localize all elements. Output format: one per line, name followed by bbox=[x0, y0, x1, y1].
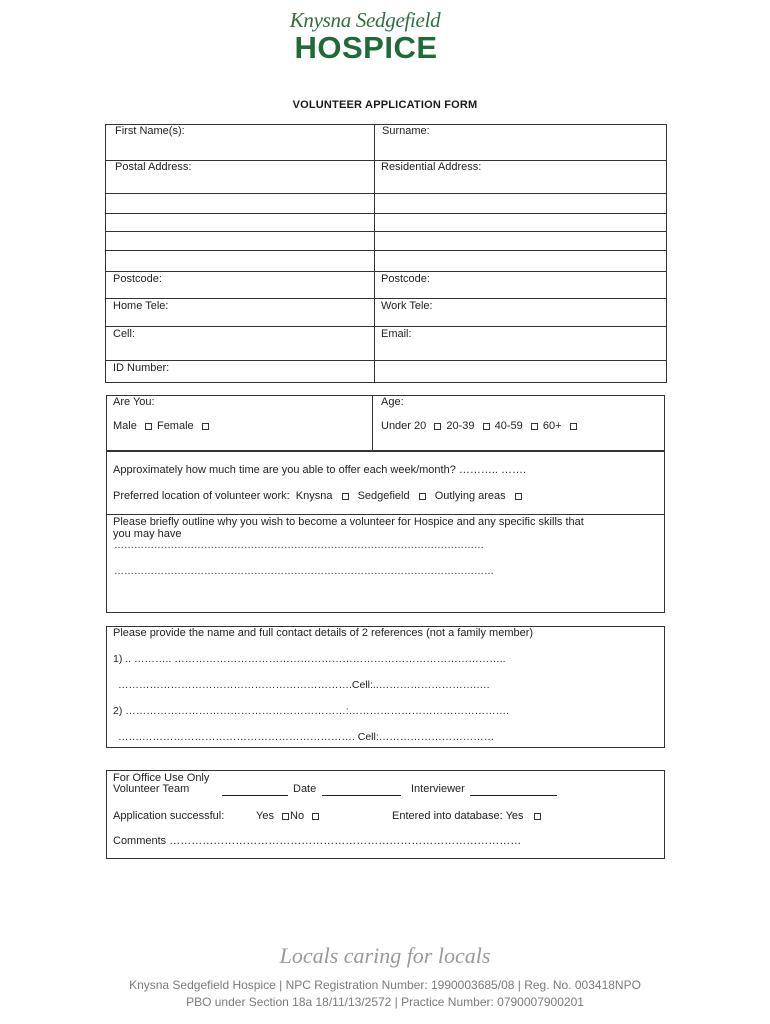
outlying-checkbox[interactable] bbox=[515, 493, 522, 500]
postcode-left-label: Postcode: bbox=[113, 273, 162, 285]
logo-top-text: Knysna Sedgefield bbox=[289, 8, 441, 32]
skills-question-line2: you may have bbox=[113, 528, 182, 540]
age-40-59-checkbox[interactable] bbox=[531, 423, 538, 430]
age-label: Age: bbox=[381, 396, 404, 408]
female-checkbox[interactable] bbox=[202, 423, 209, 430]
logo-main-text: HOSPICE bbox=[294, 30, 438, 65]
database-yes-checkbox[interactable] bbox=[534, 813, 541, 820]
are-you-label: Are You: bbox=[113, 396, 155, 408]
date-label: Date bbox=[293, 783, 317, 795]
age-options bbox=[381, 420, 579, 432]
date-line[interactable] bbox=[322, 785, 401, 796]
postal-address-label: Postal Address: bbox=[115, 161, 192, 173]
outlying-label: Outlying areas bbox=[434, 490, 506, 502]
knysna-label: Knysna bbox=[295, 490, 333, 502]
reference-2-line: 2) ………………………………………………………:………………………………………. bbox=[113, 705, 510, 717]
age-40-59-label: 40-59 bbox=[494, 420, 523, 432]
surname-label: Surname: bbox=[382, 125, 430, 137]
comments-line: Comments …………………………………………………………………………………… bbox=[113, 835, 522, 847]
cell-label: Cell: bbox=[113, 328, 136, 340]
volunteer-team-label: Volunteer Team bbox=[113, 783, 190, 795]
footer-line-1: Knysna Sedgefield Hospice | NPC Registration Number: 1990003685/08 | Reg. No. 003418NPO bbox=[129, 978, 641, 992]
yes-no-options bbox=[256, 810, 321, 822]
skills-dots-line2: …………………………………………………………………………………………………… bbox=[114, 566, 494, 577]
application-successful-label: Application successful: bbox=[113, 810, 225, 822]
id-number-label: ID Number: bbox=[113, 362, 170, 374]
under20-label: Under 20 bbox=[381, 420, 427, 432]
no-label: No bbox=[290, 810, 305, 822]
email-label: Email: bbox=[381, 328, 412, 340]
sedgefield-label: Sedgefield bbox=[357, 490, 410, 502]
first-name-label: First Name(s): bbox=[115, 125, 185, 137]
gender-options bbox=[113, 420, 211, 432]
age-60-checkbox[interactable] bbox=[570, 423, 577, 430]
volunteer-team-line[interactable] bbox=[222, 785, 288, 796]
skills-dots-line1: ………………………………………………………………………………………………… bbox=[114, 540, 484, 551]
home-tele-label: Home Tele: bbox=[113, 300, 169, 312]
yes-checkbox[interactable] bbox=[282, 813, 289, 820]
interviewer-line[interactable] bbox=[470, 785, 557, 796]
male-label: Male bbox=[113, 420, 137, 432]
interviewer-label: Interviewer bbox=[411, 783, 465, 795]
age-20-39-label: 20-39 bbox=[446, 420, 475, 432]
database-row bbox=[392, 810, 543, 822]
work-tele-label: Work Tele: bbox=[381, 300, 433, 312]
postcode-right-label: Postcode: bbox=[381, 273, 430, 285]
age-20-39-checkbox[interactable] bbox=[483, 423, 490, 430]
office-use-title: For Office Use Only bbox=[113, 772, 210, 784]
tagline: Locals caring for locals bbox=[279, 943, 491, 968]
yes-label: Yes bbox=[256, 810, 274, 822]
entered-database-label: Entered into database: bbox=[392, 810, 503, 822]
no-checkbox[interactable] bbox=[312, 813, 319, 820]
form-title: VOLUNTEER APPLICATION FORM bbox=[292, 99, 478, 111]
reference-1-cell: ………………………………………………………….Cell:..……………………….…. bbox=[118, 679, 490, 691]
time-question: Approximately how much time are you able to offer each week/month? ……….. ……. bbox=[113, 464, 527, 476]
under20-checkbox[interactable] bbox=[434, 423, 441, 430]
location-label: Preferred location of volunteer work: bbox=[113, 490, 290, 502]
footer-line-2: PBO under Section 18a 18/11/13/2572 | Practice Number: 0790007900201 bbox=[186, 995, 584, 1009]
reference-2-cell: …….……………………………………………………. Cell:…………………………… bbox=[118, 731, 495, 743]
female-label: Female bbox=[156, 420, 194, 432]
sedgefield-checkbox[interactable] bbox=[419, 493, 426, 500]
knysna-checkbox[interactable] bbox=[342, 493, 349, 500]
skills-question-line1: Please briefly outline why you wish to become a volunteer for Hospice and any specific skills that bbox=[113, 516, 584, 528]
reference-1-line: 1) .. ……….. ………………………………………………………………………………….. bbox=[113, 653, 506, 665]
database-yes-label: Yes bbox=[505, 810, 524, 822]
male-checkbox[interactable] bbox=[145, 423, 152, 430]
references-title: Please provide the name and full contact details of 2 references (not a family member) bbox=[113, 627, 534, 639]
age-60-label: 60+ bbox=[542, 420, 562, 432]
residential-address-label: Residential Address: bbox=[381, 161, 482, 173]
location-row bbox=[113, 490, 524, 502]
